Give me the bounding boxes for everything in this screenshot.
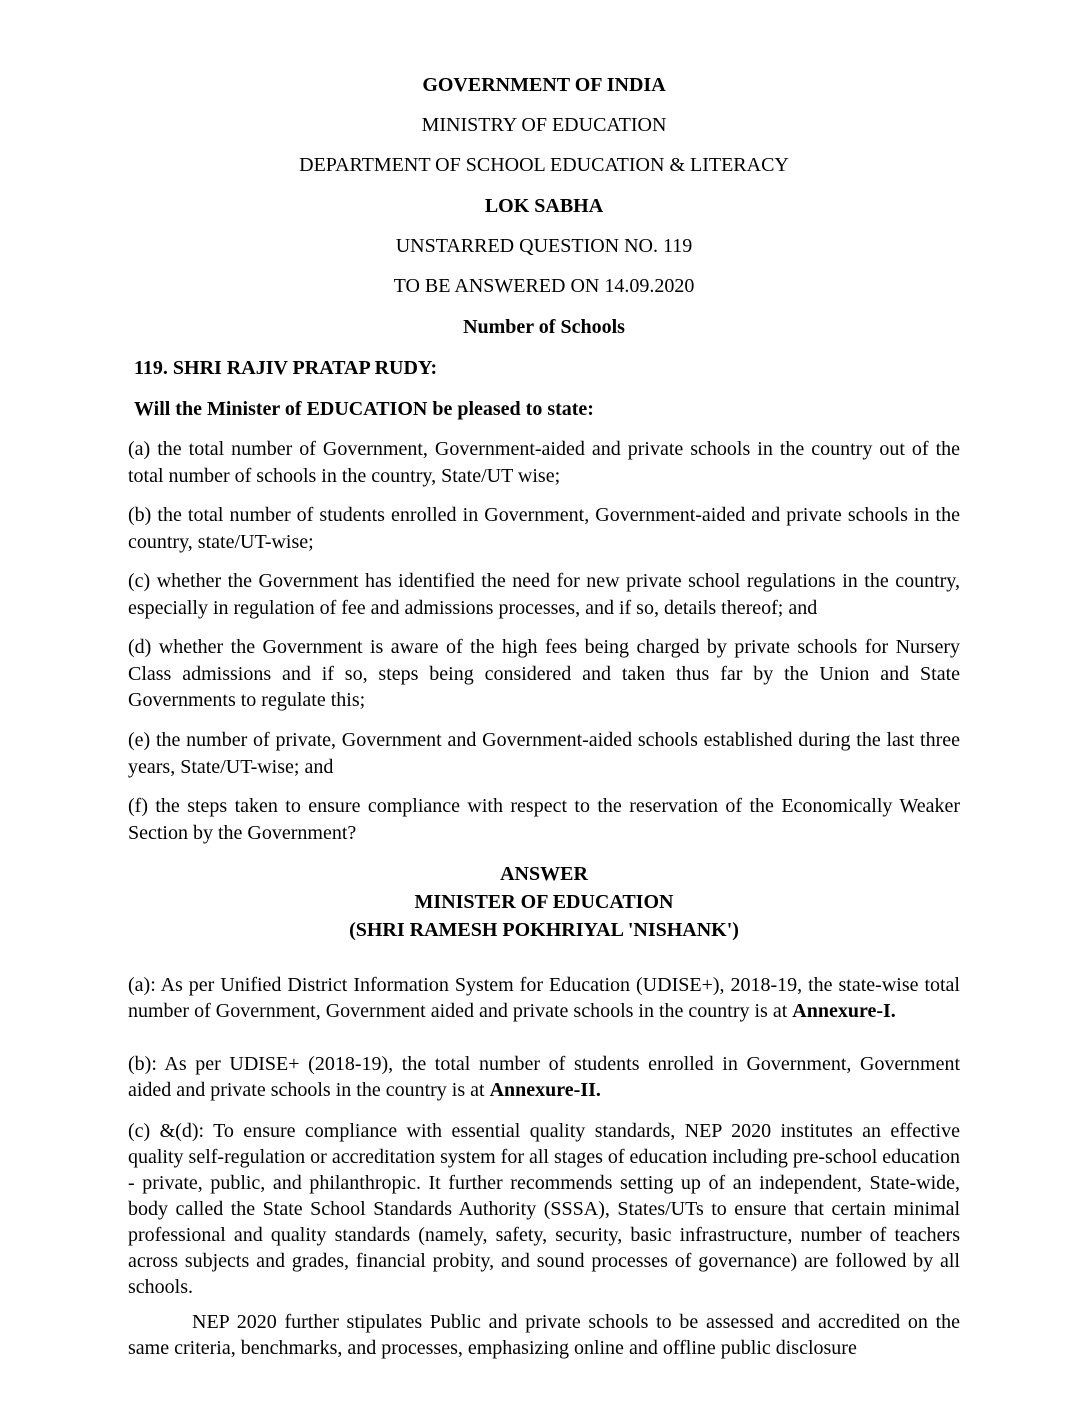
header-house: LOK SABHA [484,195,604,217]
question-subject: Number of Schools [463,316,625,338]
question-part-f: (f) the steps taken to ensure compliance with respect to the reservation of the Economically Weaker Section by the Government? [128,795,960,844]
question-part-d: (d) whether the Government is aware of the high fees being charged by private schools for Nursery Class admissions and if so, steps being considered and taken thus far by the Union and State Governments to regulate this; [128,636,960,711]
answer-heading: ANSWER [500,863,588,885]
answer-part-b-text: (b): As per UDISE+ (2018-19), the total number of students enrolled in Government, Government aided and private schools in the country is at [128,1053,960,1101]
answer-part-a [128,972,960,1024]
answer-part-a-text: (a): As per Unified District Information System for Education (UDISE+), 2018-19, the state-wise total number of Government, Government aided and private schools in the country is at [128,974,960,1022]
answer-minister-name: (SHRI RAMESH POKHRIYAL 'NISHANK') [349,919,739,941]
question-intro: Will the Minister of EDUCATION be pleased to state: [134,398,594,420]
question-part-c: (c) whether the Government has identified the need for new private school regulations in the country, especially in regulation of fee and admissions processes, and if so, details thereof; and [128,570,960,619]
answer-part-cd: (c) &(d): To ensure compliance with essential quality standards, NEP 2020 institutes an effective quality self-regulation or accreditation system for all stages of education including pre-school education - private, public, and philanthropic. It further recommends setting up of an independent, State-wide, body called the State School Standards Authority (SSSA), States/UTs to ensure that certain minimal professional and quality standards (namely, safety, security, basic infrastructure, number of teachers across subjects and grades, financial probity, and sound processes of governance) are followed by all schools. [128,1120,960,1298]
header-question-number: UNSTARRED QUESTION NO. 119 [395,235,693,257]
header-answer-date: TO BE ANSWERED ON 14.09.2020 [393,275,695,297]
answer-part-b-annexure: Annexure-II. [489,1079,601,1101]
answer-nep-paragraph: NEP 2020 further stipulates Public and private schools to be assessed and accredited on the same criteria, benchmarks, and processes, emphasizing online and offline public disclosure [128,1311,960,1359]
answer-heading-block [0,860,1088,944]
answer-part-a-annexure: Annexure-I. [792,1000,896,1022]
question-part-a: (a) the total number of Government, Government-aided and private schools in the country out of the total number of schools in the country, State/UT wise; [128,438,960,487]
header-government: GOVERNMENT OF INDIA [422,74,666,96]
question-part-e: (e) the number of private, Government and Government-aided schools established during the last three years, State/UT-wise; and [128,729,960,778]
answer-part-b [128,1051,960,1103]
header-ministry: MINISTRY OF EDUCATION [421,114,667,136]
answer-minister-title: MINISTER OF EDUCATION [414,891,674,913]
header-department: DEPARTMENT OF SCHOOL EDUCATION & LITERACY [299,154,789,176]
question-part-b: (b) the total number of students enrolled in Government, Government-aided and private schools in the country, state/UT-wise; [128,504,960,553]
question-asker: 119. SHRI RAJIV PRATAP RUDY: [134,357,438,379]
